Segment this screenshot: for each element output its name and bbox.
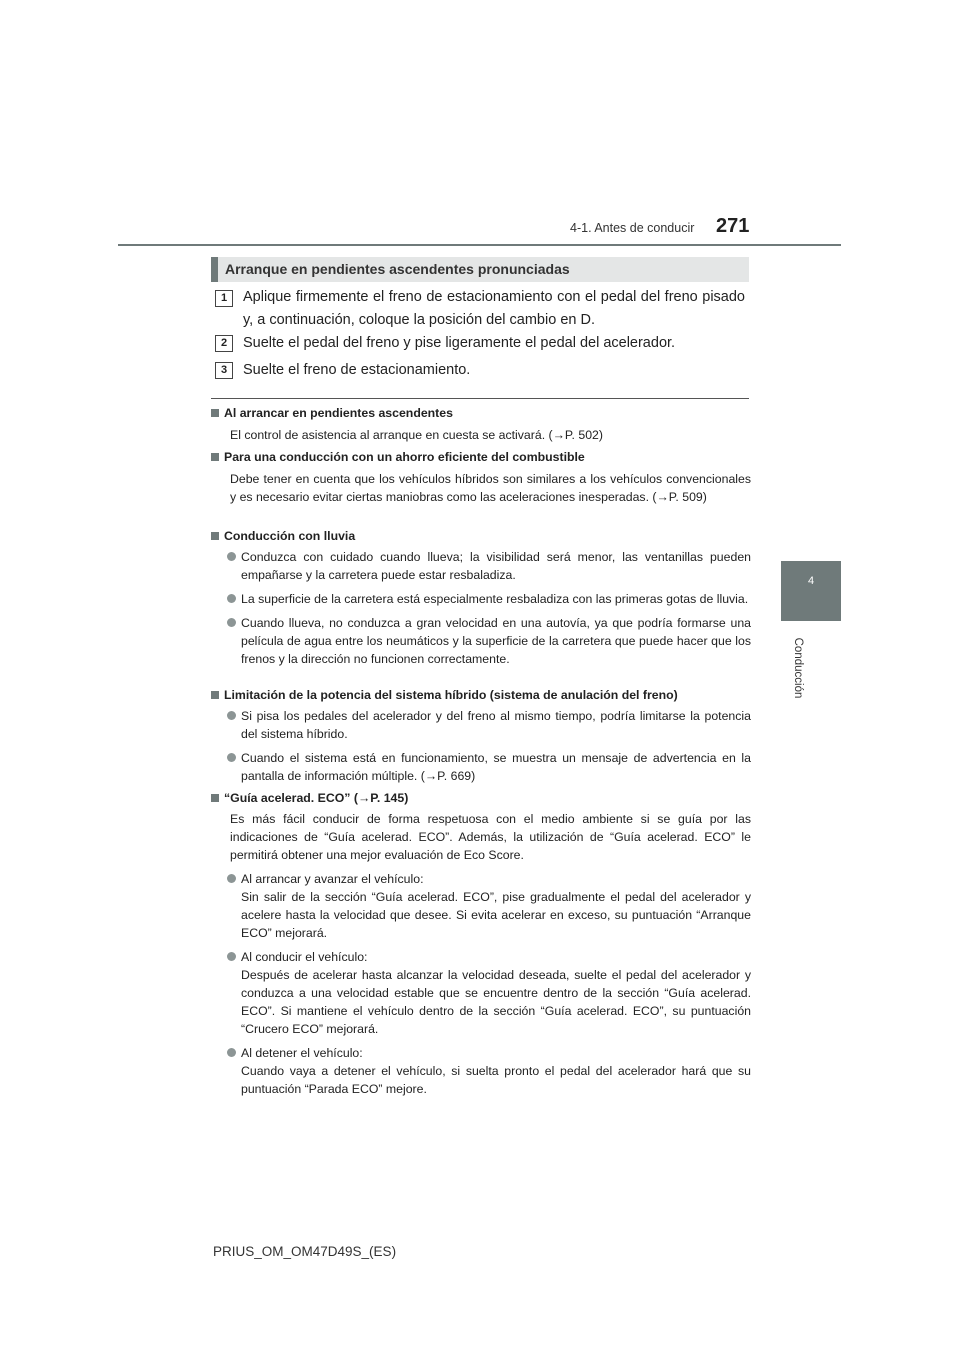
chapter-tab <box>781 561 841 621</box>
section-title: Arranque en pendientes ascendentes pronunciadas <box>225 261 570 277</box>
chapter-number: 4 <box>807 575 815 587</box>
bullet-dot-icon <box>227 618 236 627</box>
section-divider <box>211 398 749 399</box>
note-body: Es más fácil conducir de forma respetuosa con el medio ambiente si se guía por las indicaciones de “Guía acelerad. ECO”. Además, la utilización de “Guía acelerad. ECO” le permitirá obtener una mejor evaluación de Eco Score. <box>230 812 751 862</box>
note-title: Para una conducción con un ahorro eficiente del combustible <box>211 448 751 466</box>
square-bullet-icon <box>211 691 219 699</box>
bullet-item: Conduzca con cuidado cuando llueva; la visibilidad será menor, las ventanillas pueden empañarse y la carretera puede estar resbaladiza. <box>211 548 751 584</box>
section-title-box <box>211 257 749 282</box>
note-title: Al arrancar en pendientes ascendentes <box>211 404 751 422</box>
bullet-item: Cuando llueva, no conduzca a gran velocidad en una autovía, ya que podría formarse una película de agua entre los neumáticos y la superficie de la carretera que puede hacer que los frenos y la dirección no funcionen correctamente. <box>211 614 751 668</box>
bullet-dot-icon <box>227 1048 236 1057</box>
bullet-dot-icon <box>227 753 236 762</box>
square-bullet-icon <box>211 409 219 417</box>
step-text-2: Suelte el pedal del freno y pise ligeramente el pedal del acelerador. <box>243 335 676 351</box>
square-bullet-icon <box>211 794 219 802</box>
bullet-item: La superficie de la carretera está especialmente resbaladiza con las primeras gotas de lluvia. <box>211 590 751 608</box>
note-body: Debe tener en cuenta que los vehículos híbridos son similares a los vehículos convencionales y es necesario evitar ciertas maniobras como las aceleraciones inesperadas. (→P. 509) <box>230 472 751 504</box>
bullet-dot-icon <box>227 711 236 720</box>
step-text-3: Suelte el freno de estacionamiento. <box>243 362 471 378</box>
section-label: 4-1. Antes de conducir <box>570 221 695 235</box>
bullet-dot-icon <box>227 874 236 883</box>
bullet-item: Al arrancar y avanzar el vehículo: Sin salir de la sección “Guía acelerad. ECO”, pise gradualmente el pedal del acelerador y acelere hasta la velocidad que desee. Si evita acelerar en exceso, su puntuación “Arranque ECO” mejorará. <box>211 870 751 942</box>
header-divider <box>118 244 841 246</box>
note-title: “Guía acelerad. ECO” (→P. 145) <box>211 789 751 807</box>
bullet-item: Al detener el vehículo: Cuando vaya a detener el vehículo, si suelta pronto el pedal del acelerador hará que su puntuación “Parada ECO” mejore. <box>211 1044 751 1098</box>
bullet-dot-icon <box>227 594 236 603</box>
note-power-limit <box>211 686 751 785</box>
document-id: PRIUS_OM_OM47D49S_(ES) <box>213 1244 397 1259</box>
bullet-item: Si pisa los pedales del acelerador y del freno al mismo tiempo, podría limitarse la potencia del sistema híbrido. <box>211 707 751 743</box>
step-number-2: 2 <box>215 335 233 352</box>
square-bullet-icon <box>211 532 219 540</box>
step-text-1: Aplique firmemente el freno de estacionamiento con el pedal del freno pisado y, a continuación, coloque la posición del cambio en D. <box>243 289 745 328</box>
title-accent-bar <box>211 257 218 282</box>
chapter-label: Conducción <box>792 637 804 699</box>
step-number-3: 3 <box>215 362 233 379</box>
note-title: Conducción con lluvia <box>211 527 751 545</box>
bullet-item: Al conducir el vehículo: Después de acelerar hasta alcanzar la velocidad deseada, suelte el pedal del acelerador y conduzca a una velocidad estable que se encuentre dentro de la sección “Guía acelerad. ECO”. Si mantiene el vehículo dentro de la sección “Guía acelerad. ECO”, su puntuación “Crucero ECO” mejorará. <box>211 948 751 1038</box>
note-eco-guide <box>211 789 751 1098</box>
note-title: Limitación de la potencia del sistema híbrido (sistema de anulación del freno) <box>211 686 751 704</box>
note-fuel-economy <box>211 448 751 506</box>
note-hill-start <box>211 404 751 444</box>
bullet-dot-icon <box>227 952 236 961</box>
note-body: El control de asistencia al arranque en cuesta se activará. (→P. 502) <box>230 428 603 442</box>
square-bullet-icon <box>211 453 219 461</box>
note-rain <box>211 527 751 668</box>
bullet-item: Cuando el sistema está en funcionamiento, se muestra un mensaje de advertencia en la pantalla de información múltiple. (→P. 669) <box>211 749 751 785</box>
bullet-dot-icon <box>227 552 236 561</box>
page-number: 271 <box>716 215 750 237</box>
step-number-1: 1 <box>215 290 233 307</box>
